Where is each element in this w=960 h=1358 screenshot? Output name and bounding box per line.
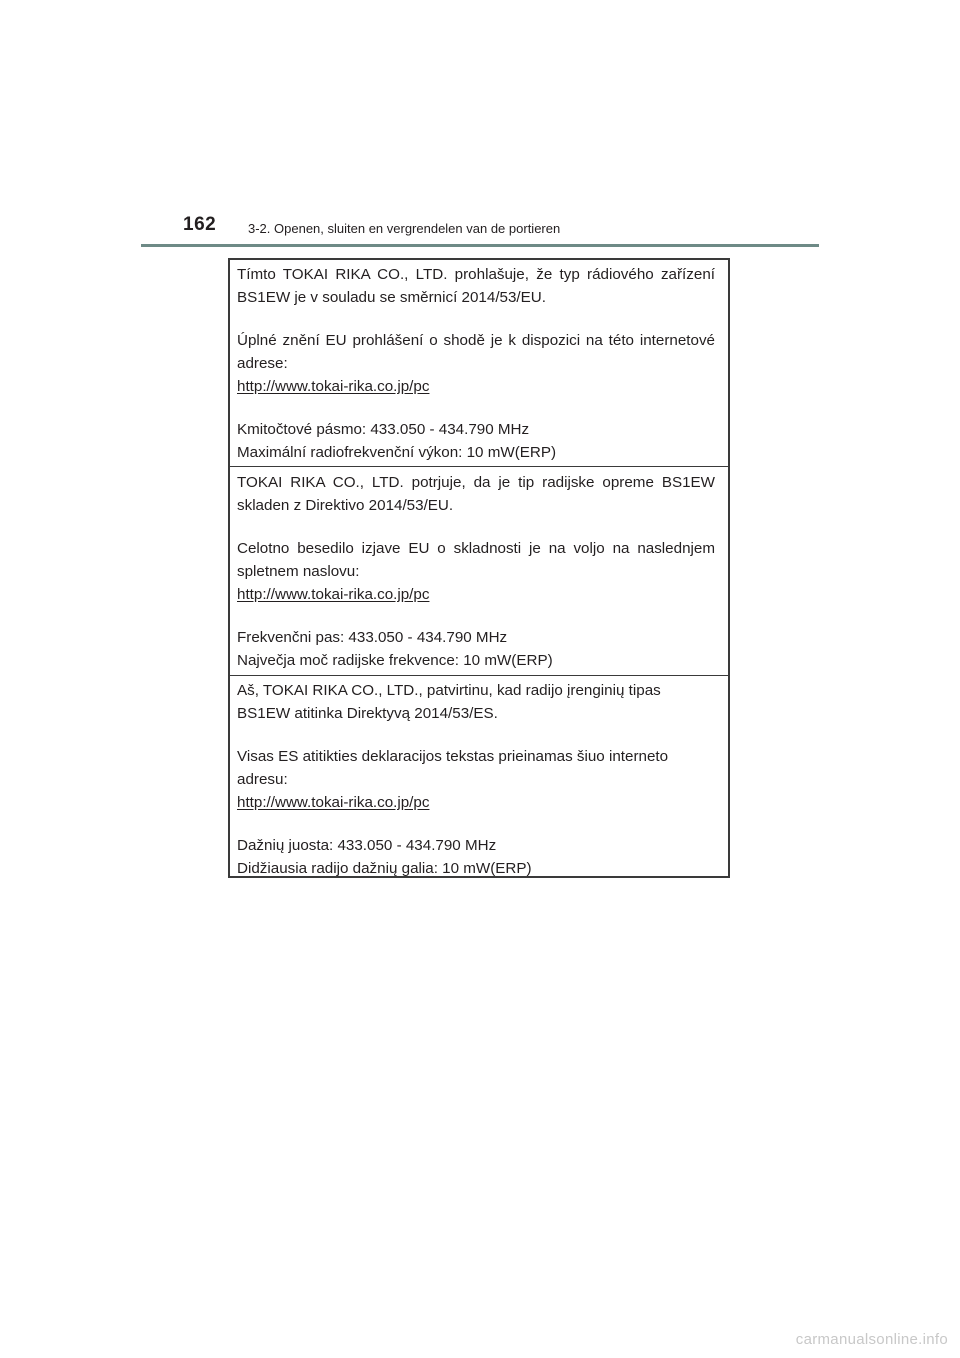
declaration-lithuanian	[230, 675, 728, 880]
declaration-url-link[interactable]: http://www.tokai-rika.co.jp/pc	[237, 794, 430, 811]
declaration-statement: Aš, TOKAI RIKA CO., LTD., patvirtinu, kad radijo įrenginių tipas BS1EW atitinka Direktyvą 2014/53/ES.	[237, 682, 661, 722]
declaration-power: Didžiausia radijo dažnių galia: 10 mW(ERP)	[237, 860, 532, 877]
declaration-full-text: Úplné znění EU prohlášení o shodě je k dispozici na této internetové adrese:	[237, 332, 715, 372]
declaration-full-text: Visas ES atitikties deklaracijos tekstas prieinamas šiuo interneto adresu:	[237, 748, 669, 788]
declaration-box	[228, 258, 730, 878]
declaration-slovenian	[230, 466, 728, 675]
declaration-statement: Tímto TOKAI RIKA CO., LTD. prohlašuje, že typ rádiového zařízení BS1EW je v souladu se směrnicí 2014/53/EU.	[237, 266, 715, 306]
declaration-frequency: Frekvenčni pas: 433.050 - 434.790 MHz	[237, 629, 508, 646]
declaration-url-link[interactable]: http://www.tokai-rika.co.jp/pc	[237, 586, 430, 603]
header-rule	[141, 244, 819, 247]
declaration-url-link[interactable]: http://www.tokai-rika.co.jp/pc	[237, 378, 430, 395]
declaration-frequency: Kmitočtové pásmo: 433.050 - 434.790 MHz	[237, 421, 530, 438]
declaration-statement: TOKAI RIKA CO., LTD. potrjuje, da je tip radijske opreme BS1EW skladen z Direktivo 2014/53/EU.	[237, 474, 715, 514]
section-title: 3-2. Openen, sluiten en vergrendelen van de portieren	[248, 221, 561, 236]
page-number: 162	[183, 214, 217, 235]
declaration-full-text: Celotno besedilo izjave EU o skladnosti je na voljo na naslednjem spletnem naslovu:	[237, 540, 715, 580]
watermark: carmanualsonline.info	[795, 1331, 948, 1348]
declaration-power: Največja moč radijske frekvence: 10 mW(ERP)	[237, 652, 553, 669]
declaration-power: Maximální radiofrekvenční výkon: 10 mW(ERP)	[237, 444, 557, 461]
declaration-frequency: Dažnių juosta: 433.050 - 434.790 MHz	[237, 837, 497, 854]
declaration-czech	[230, 260, 728, 466]
